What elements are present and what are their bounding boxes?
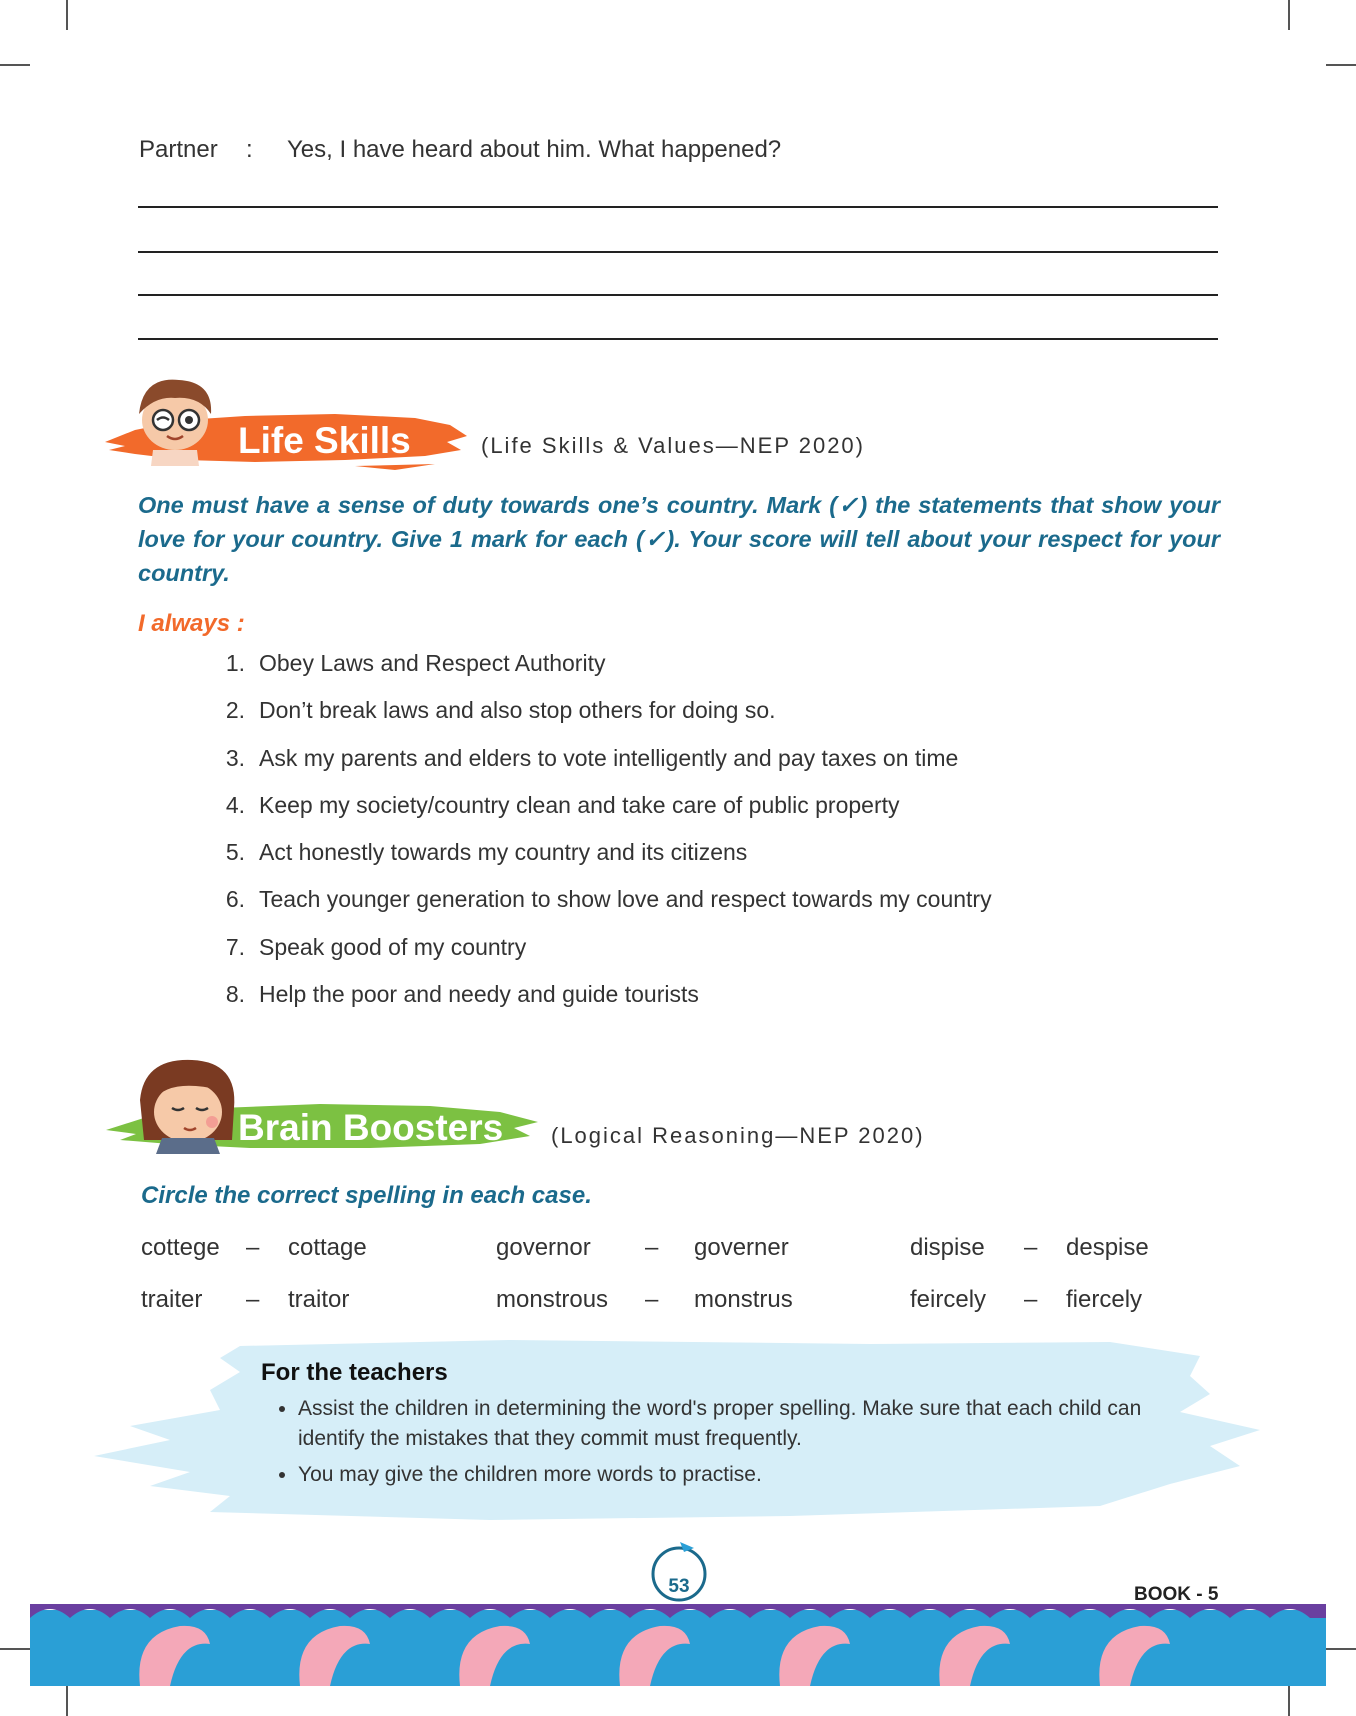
spelling-option[interactable]: traiter xyxy=(141,1286,203,1313)
teachers-note-list xyxy=(262,1394,1158,1496)
spelling-option[interactable]: monstrous xyxy=(496,1286,609,1313)
page-number: 53 xyxy=(668,1576,690,1597)
item-text: Speak good of my country xyxy=(259,933,527,960)
dash-separator: – xyxy=(645,1234,659,1261)
crop-mark xyxy=(0,1648,30,1650)
dash-separator: – xyxy=(246,1234,260,1261)
item-number: 6. xyxy=(225,886,245,913)
life-skills-subtitle: (Life Skills & Values—NEP 2020) xyxy=(481,433,865,458)
list-item xyxy=(205,934,992,981)
item-number: 1. xyxy=(225,650,245,676)
item-number: 4. xyxy=(225,791,245,818)
writing-line[interactable] xyxy=(138,206,1218,208)
item-text: Obey Laws and Respect Authority xyxy=(259,650,606,676)
dash-separator: – xyxy=(246,1286,260,1313)
dialogue-speaker: Partner xyxy=(139,136,218,163)
item-text: Keep my society/country clean and take care of public property xyxy=(259,791,900,818)
item-number: 5. xyxy=(225,839,245,866)
crop-mark xyxy=(66,0,68,30)
life-skills-title: Life Skills xyxy=(238,420,411,461)
list-item xyxy=(205,886,992,933)
spelling-option[interactable]: feircely xyxy=(910,1286,987,1313)
dialogue-separator: : xyxy=(246,136,253,163)
item-number: 2. xyxy=(225,697,245,724)
spelling-option[interactable]: cottage xyxy=(288,1234,367,1261)
item-number: 7. xyxy=(225,933,245,960)
list-item xyxy=(205,745,992,792)
duty-list xyxy=(205,650,992,1028)
item-number: 3. xyxy=(225,744,245,771)
writing-line[interactable] xyxy=(138,251,1218,253)
dash-separator: – xyxy=(1024,1234,1038,1261)
writing-line[interactable] xyxy=(138,338,1218,340)
crop-mark xyxy=(0,64,30,66)
teachers-note-point: • You may give the children more words to practise. xyxy=(298,1460,1158,1490)
spelling-option[interactable]: governer xyxy=(694,1234,789,1261)
dialogue-text: Yes, I have heard about him. What happened? xyxy=(287,136,782,163)
spelling-option[interactable]: governor xyxy=(496,1234,591,1261)
crop-mark xyxy=(1326,1648,1356,1650)
writing-line[interactable] xyxy=(138,294,1218,296)
item-number: 8. xyxy=(225,981,245,1008)
spelling-option[interactable]: cottege xyxy=(141,1234,220,1261)
brain-boosters-instruction: Circle the correct spelling in each case. xyxy=(141,1182,592,1209)
crop-mark xyxy=(1288,0,1290,30)
spelling-option[interactable]: fiercely xyxy=(1066,1286,1143,1313)
item-text: Teach younger generation to show love and respect towards my country xyxy=(259,886,992,913)
item-text: Help the poor and needy and guide tourists xyxy=(259,981,699,1008)
item-text: Ask my parents and elders to vote intelligently and pay taxes on time xyxy=(259,744,959,771)
spelling-option[interactable]: despise xyxy=(1066,1234,1149,1261)
crop-mark xyxy=(66,1686,68,1716)
dash-separator: – xyxy=(645,1286,659,1313)
item-text: Don’t break laws and also stop others for doing so. xyxy=(259,697,776,724)
life-skills-prompt: I always : xyxy=(138,610,245,637)
girl-mascot-icon xyxy=(140,1060,234,1154)
crop-mark xyxy=(1288,1686,1290,1716)
list-item xyxy=(205,697,992,744)
list-item xyxy=(205,839,992,886)
item-text: Act honestly towards my country and its citizens xyxy=(259,839,748,866)
dash-separator: – xyxy=(1024,1286,1038,1313)
list-item xyxy=(205,981,992,1028)
spelling-option[interactable]: traitor xyxy=(288,1286,350,1313)
brain-boosters-subtitle: (Logical Reasoning—NEP 2020) xyxy=(551,1123,925,1148)
brain-boosters-title: Brain Boosters xyxy=(238,1107,504,1148)
list-item xyxy=(205,792,992,839)
spelling-option[interactable]: dispise xyxy=(910,1234,985,1261)
list-item xyxy=(205,650,992,697)
teachers-note-point: • Assist the children in determining the word's proper spelling. Make sure that each child can identify the mistakes that they commit must frequently. xyxy=(298,1394,1158,1454)
crop-mark xyxy=(1326,64,1356,66)
book-label: BOOK - 5 xyxy=(1134,1584,1219,1605)
life-skills-instruction: One must have a sense of duty towards one’s country. Mark (✓) the statements that show your love for your country. Give 1 mark for each (✓). Your score will tell about your respect for your country. xyxy=(138,492,1220,586)
teachers-note-title: For the teachers xyxy=(261,1359,448,1386)
spelling-option[interactable]: monstrus xyxy=(694,1286,793,1313)
